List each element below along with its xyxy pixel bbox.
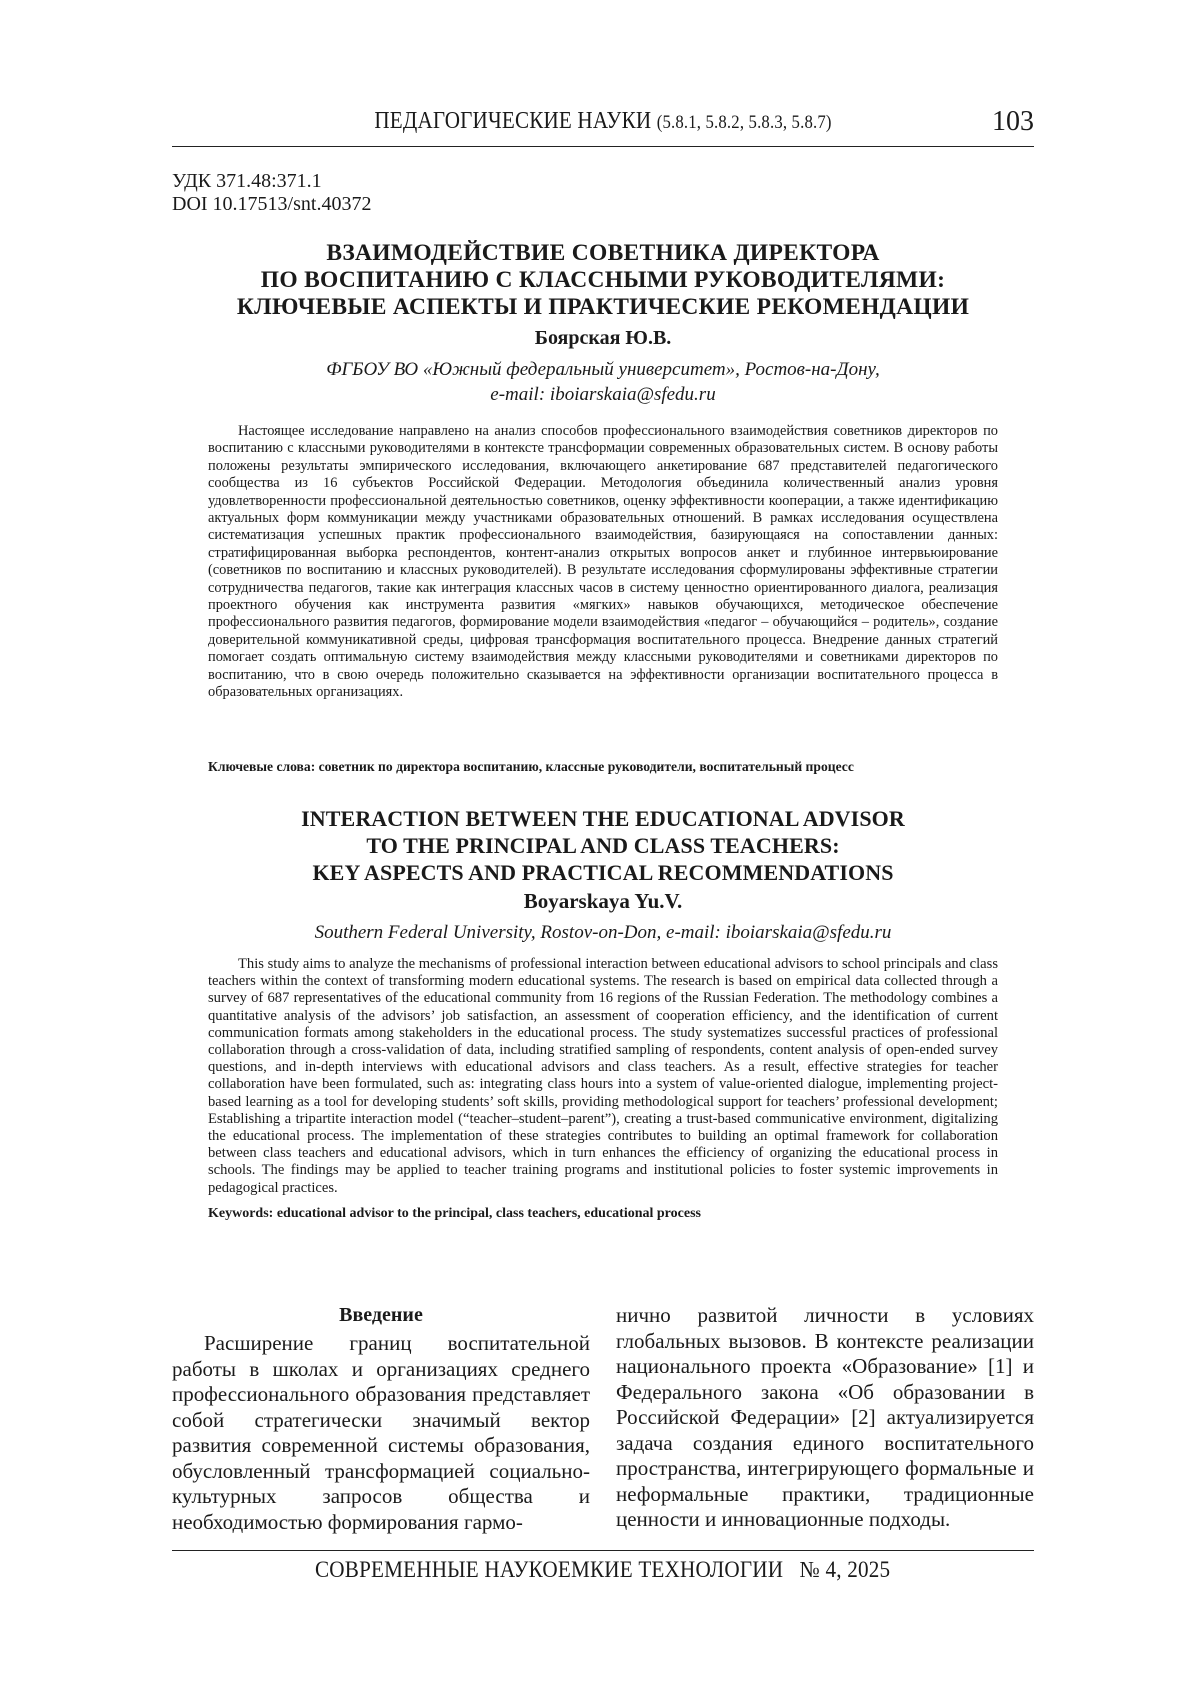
body-paragraph: Расширение границ воспитательной работы в школах и организациях среднего профессионального образования представляет собой стратегически значимый вектор развития современной системы образования, обусловленный трансформацией социально-культурных запросов общества и необходимостью формирования гармо-: [172, 1331, 590, 1534]
udk-code: УДК 371.48:371.1: [172, 170, 322, 192]
title-ru-line: КЛЮЧЕВЫЕ АСПЕКТЫ И ПРАКТИЧЕСКИЕ РЕКОМЕНДАЦИИ: [236, 294, 970, 320]
title-ru-line: ВЗАИМОДЕЙСТВИЕ СОВЕТНИКА ДИРЕКТОРА: [326, 240, 880, 266]
title-en-line: TO THE PRINCIPAL AND CLASS TEACHERS:: [366, 833, 840, 858]
author-ru: Боярская Ю.В.: [534, 327, 672, 349]
journal-name: СОВРЕМЕННЫЕ НАУКОЕМКИЕ ТЕХНОЛОГИИ № 4, 2025: [315, 1557, 891, 1582]
running-header: [172, 106, 1034, 147]
journal-page: [172, 0, 1034, 1697]
keywords-en: Keywords: educational advisor to the principal, class teachers, educational process: [208, 1206, 701, 1221]
title-en-line: INTERACTION BETWEEN THE EDUCATIONAL ADVISOR: [301, 806, 905, 831]
affiliation-ru-org: ФГБОУ ВО «Южный федеральный университет», Ростов-на-Дону,: [326, 359, 880, 380]
page-number: 103: [992, 106, 1034, 137]
body-column-left: [172, 1303, 590, 1535]
keywords-ru: Ключевые слова: советник по директора воспитанию, классные руководители, воспитательный процесс: [208, 759, 854, 774]
title-ru: [172, 240, 1034, 321]
title-en: [172, 805, 1034, 886]
body-paragraph: нично развитой личности в условиях глобальных вызовов. В контексте реализации национального проекта «Образование» [1] и Федерального закона «Об образовании в Российской Федерации» [2] актуализируется задача создания единого воспитательного пространства, интегрирующего формальные и неформальные практики, традиционные ценности и инновационные подходы.: [616, 1303, 1034, 1531]
doi: DOI 10.17513/snt.40372: [172, 193, 372, 215]
affiliation-en: Southern Federal University, Rostov-on-Don, e-mail: iboiarskaia@sfedu.ru: [314, 922, 892, 943]
abstract-en: This study aims to analyze the mechanisms of professional interaction between educational advisors to school principals and class teachers within the context of transforming modern educational systems. The research is based on empirical data collected through a survey of 687 representatives of the educational community from 16 regions of the Russian Federation. The methodology combines a quantitative analysis of the advisors’ job satisfaction, an assessment of cooperation efficiency, and the identification of current communication formats among stakeholders in the educational process. The study systematizes successful practices of professional collaboration through a cross-validation of data, including stratified sampling of respondents, content analysis of open-ended survey questions, and in-depth interviews with educational advisors and class teachers. As a result, effective strategies for teacher collaboration have been formulated, such as: integrating class hours into a system of value-oriented dialogue, implementing project-based learning as a tool for developing students’ soft skills, providing methodological support for teachers’ professional development; Establishing a tripartite interaction model (“teacher–student–parent”), creating a trust-based communicative environment, digitalizing the educational process. The implementation of these strategies contributes to building an optimal framework for collaboration between class teachers and educational advisors, which in turn enhances the efficiency of organizing the educational process in schools. The findings may be applied to teacher training programs and institutional policies to foster systemic improvements in pedagogical practices.: [208, 956, 998, 1196]
abstract-ru: Настоящее исследование направлено на анализ способов профессионального взаимодействия советников директоров по воспитанию с классными руководителями в контексте трансформации современных образовательных систем. В основу работы положены результаты эмпирического исследования, включающего анкетирование 687 представителей педагогического сообщества из 16 субъектов Российской Федерации. Методология объединила количественный анализ уровня удовлетворенности профессиональной деятельностью советников, оценку эффективности кооперации, а также идентификацию актуальных форм коммуникации между участниками образовательных отношений. В рамках исследования осуществлена систематизация успешных практик профессионального взаимодействия, базирующаяся на сопоставлении данных: стратифицированная выборка респондентов, контент-анализ открытых вопросов анкет и глубинное интервьюирование (советников по воспитанию и классных руководителей). В результате исследования сформулированы эффективные стратегии сотрудничества педагогов, такие как интеграция классных часов в систему ценностно ориентированного диалога, реализация проектного обучения как инструмента развития «мягких» навыков обучающихся, методическое обеспечение профессионального развития педагогов, формирование модели взаимодействия «педагог – обучающийся – родитель», создание доверительной коммуникативной среды, цифровая трансформация воспитательного процесса. Внедрение данных стратегий помогает создать оптимальную систему взаимодействия между классными руководителями и советниками директоров по воспитанию, что в свою очередь положительно сказывается на эффективности организации воспитательного процесса в образовательных организациях.: [208, 423, 998, 701]
article-meta: [172, 170, 371, 216]
author-en: Boyarskaya Yu.V.: [523, 889, 683, 913]
body-column-right: [616, 1303, 1034, 1533]
section-title: [224, 108, 983, 135]
title-ru-line: ПО ВОСПИТАНИЮ С КЛАССНЫМИ РУКОВОДИТЕЛЯМИ:: [260, 267, 946, 293]
affiliation-ru-email: e-mail: iboiarskaia@sfedu.ru: [490, 384, 716, 405]
running-footer: [172, 1550, 1034, 1583]
section-name: ПЕДАГОГИЧЕСКИЕ НАУКИ: [374, 108, 652, 134]
affiliation-ru: [172, 357, 1034, 407]
section-heading: Введение: [339, 1304, 423, 1326]
section-codes: (5.8.1, 5.8.2, 5.8.3, 5.8.7): [656, 112, 832, 133]
title-en-line: KEY ASPECTS AND PRACTICAL RECOMMENDATIONS: [312, 860, 894, 885]
